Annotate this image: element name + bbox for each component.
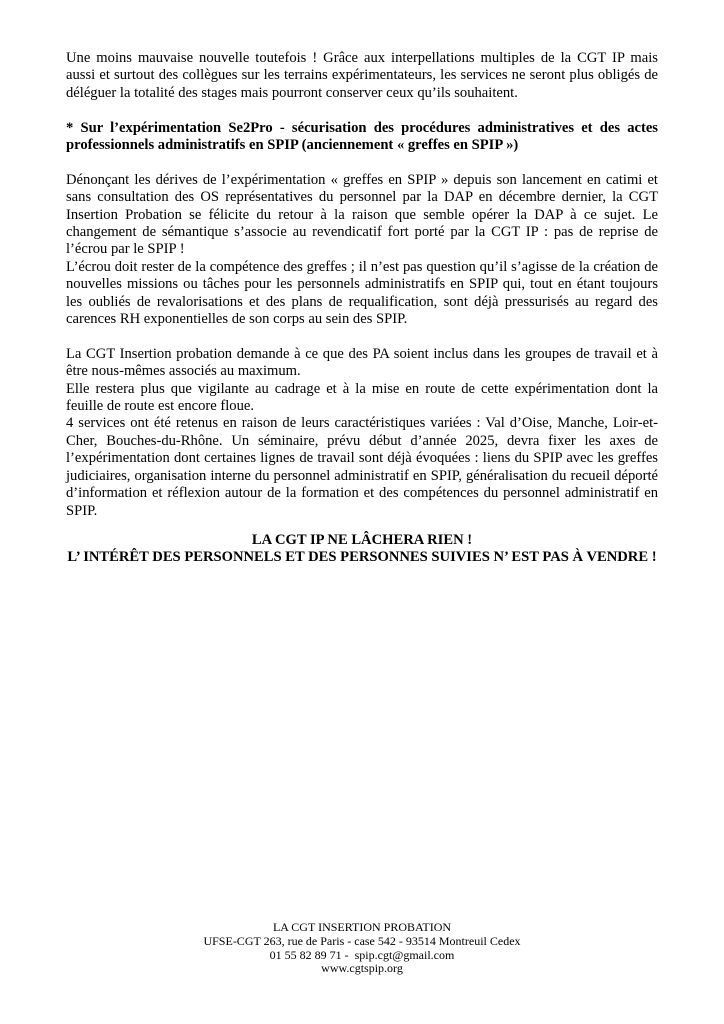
slogan-block bbox=[66, 532, 658, 567]
footer-organization: LA CGT INSERTION PROBATION bbox=[272, 920, 452, 934]
page-footer bbox=[0, 921, 724, 976]
footer-phone-email: 01 55 82 89 71 - spip.cgt@gmail.com bbox=[269, 947, 455, 962]
slogan-line-1: LA CGT IP NE LÂCHERA RIEN ! bbox=[251, 531, 473, 548]
footer-website: www.cgtspip.org bbox=[321, 961, 403, 976]
intro-paragraph: Une moins mauvaise nouvelle toutefois ! Grâce aux interpellations multiples de la CGT IP mais aussi et surtout des collègues sur les terrains expérimentateurs, les services ne seront plus obligés de déléguer la totalité des stages mais pourront conserver ceux qu’ils souhaitent. bbox=[66, 50, 658, 101]
document-body bbox=[66, 50, 658, 567]
paragraph-ecrou: L’écrou doit rester de la compétence des greffes ; il n’est pas question qu’il s’agisse de la création de nouvelles missions ou tâches pour les personnels administratifs en SPIP qui, tout en étant toujours les oubliés de revalorisations et des plans de requalification, sont déjà pressurisés au regard des carences RH exponentielles de son corps au sein des SPIP. bbox=[66, 258, 658, 328]
paragraph-vigilance: Elle restera plus que vigilante au cadrage et à la mise en route de cette expérimentation dont la feuille de route est encore floue. bbox=[66, 380, 658, 415]
slogan-line-2: L’ INTÉRÊT DES PERSONNELS ET DES PERSONNES SUIVIES N’ EST PAS À VENDRE ! bbox=[67, 549, 657, 566]
paragraph-demande: La CGT Insertion probation demande à ce que des PA soient inclus dans les groupes de travail et à être nous-mêmes associés au maximum. bbox=[66, 345, 658, 380]
footer-address: UFSE-CGT 263, rue de Paris - case 542 - 93514 Montreuil Cedex bbox=[203, 933, 521, 948]
paragraph-denonciation: Dénonçant les dérives de l’expérimentation « greffes en SPIP » depuis son lancement en catimi et sans consultation des OS représentatives du personnel par la DAP en décembre dernier, la CGT Insertion Probation se félicite du retour à la raison que semble opérer la DAP à ce sujet. Le changement de sémantique s’associe au revendicatif fort porté par la CGT IP : pas de reprise de l’écrou par le SPIP ! bbox=[66, 171, 658, 258]
paragraph-services-retenus: 4 services ont été retenus en raison de leurs caractéristiques variées : Val d’Oise, Manche, Loir-et-Cher, Bouches-du-Rhône. Un séminaire, prévu début d’année 2025, devra fixer les axes de l’expérimentation dont certaines lignes de travail sont déjà évoquées : liens du SPIP avec les greffes judiciaires, organisation interne du personnel administratif en SPIP, généralisation du recueil déporté d’information et réflexion autour de la formation et des compétences du personnel administratif en SPIP. bbox=[66, 415, 658, 519]
section-heading: * Sur l’expérimentation Se2Pro - sécurisation des procédures administratives et des actes professionnels administratifs en SPIP (anciennement « greffes en SPIP ») bbox=[66, 119, 658, 154]
